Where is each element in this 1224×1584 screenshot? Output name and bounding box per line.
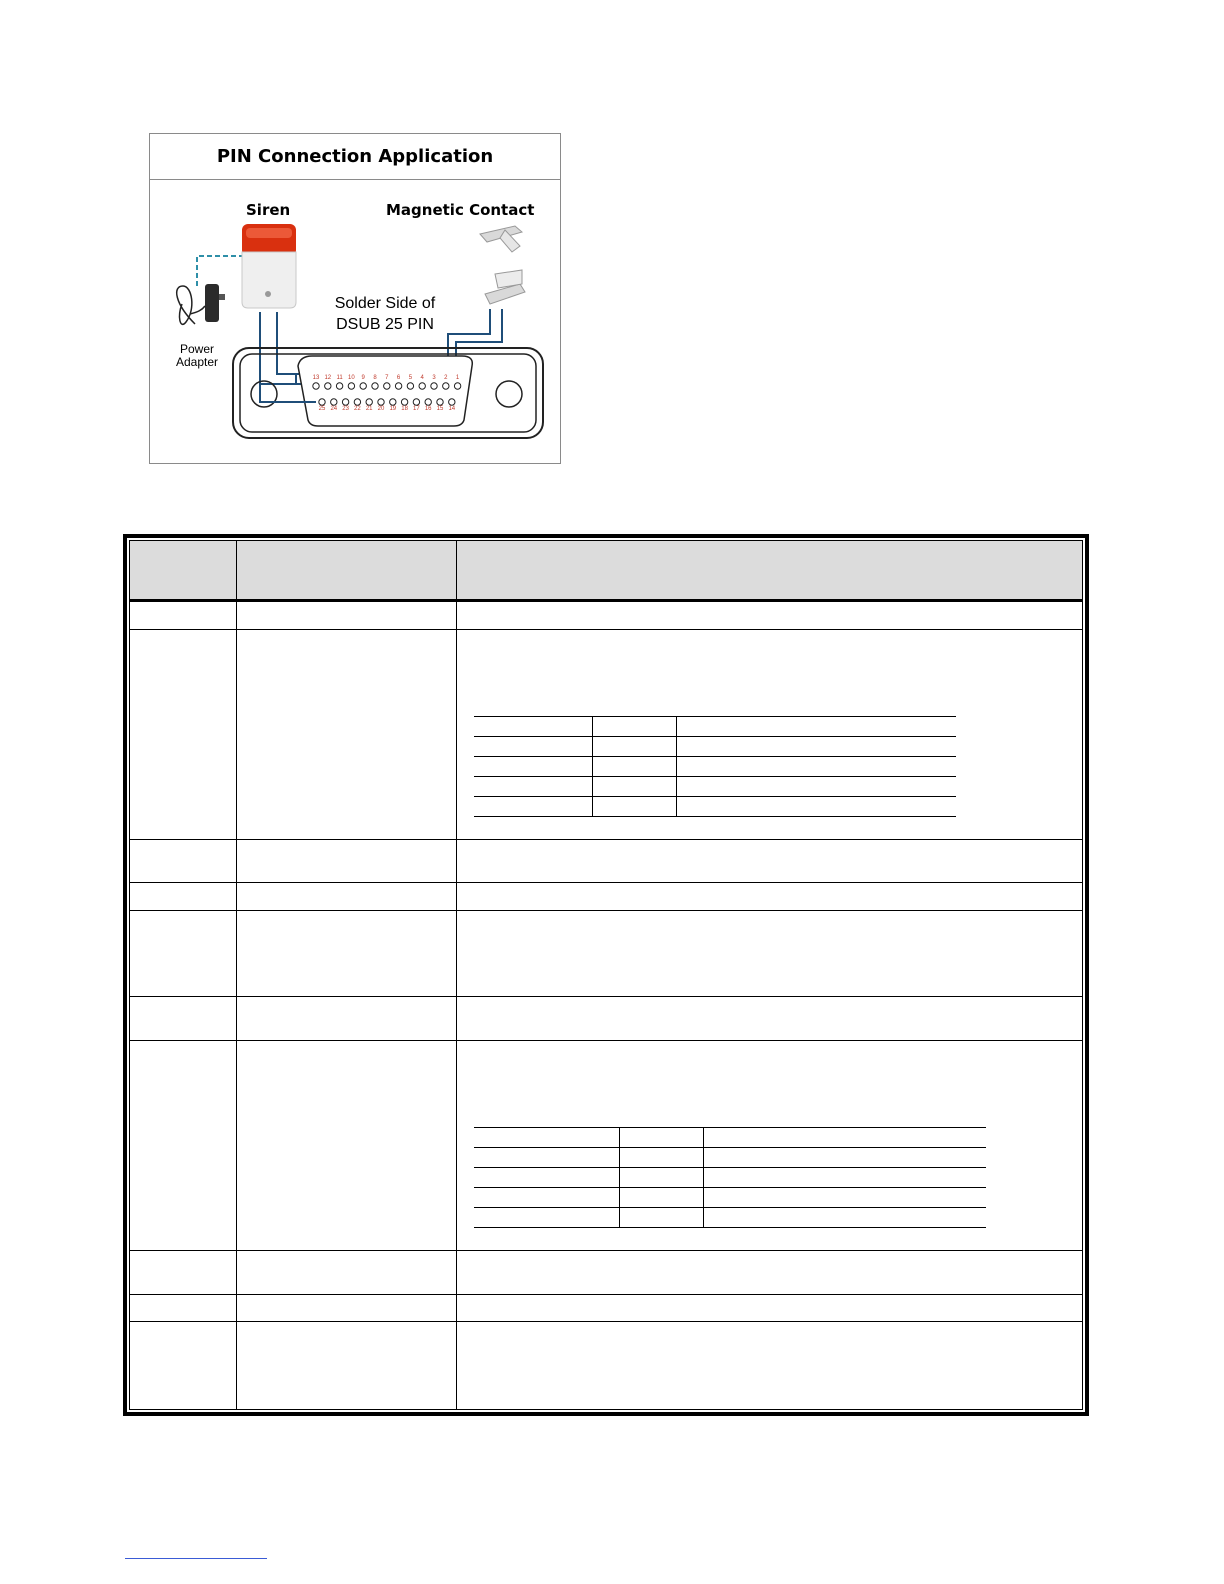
pin-connection-figure (149, 133, 561, 464)
solder-side-line1: Solder Side of (334, 295, 436, 312)
pin-top-number: 1 (455, 375, 460, 381)
pin-bottom-circle (331, 399, 337, 405)
pin-bottom-circle (378, 399, 384, 405)
pin-top-circle (348, 383, 354, 389)
pin-bottom-number: 24 (330, 406, 338, 412)
pin-bottom-number: 18 (401, 406, 408, 412)
row-divider (130, 1294, 1082, 1295)
pin-top-number: 7 (385, 375, 389, 381)
pin-top-circle (395, 383, 401, 389)
pin-top-circle (407, 383, 413, 389)
figure-title: PIN Connection Application (150, 134, 560, 180)
pin-bottom-circle (366, 399, 372, 405)
row-divider (130, 996, 1082, 997)
pin-bottom-number: 14 (448, 406, 456, 412)
pin-bottom-circle (319, 399, 325, 405)
pin-bottom-circle (413, 399, 419, 405)
pin-bottom-circle (437, 399, 443, 405)
power-adapter-icon (177, 284, 225, 324)
pin-top-number: 4 (420, 375, 424, 381)
pin-bottom-circle (449, 399, 455, 405)
row-divider (130, 1040, 1082, 1041)
pin-top-number: 3 (432, 375, 436, 381)
solder-side-label (310, 293, 460, 335)
pin-top-number: 13 (312, 375, 320, 381)
pin-bottom-number: 25 (318, 406, 326, 412)
pin-bottom-number: 16 (424, 406, 432, 412)
pin-top-number: 10 (348, 375, 355, 381)
pin-bottom-number: 21 (365, 406, 373, 412)
pin-bottom-circle (425, 399, 431, 405)
pin-bottom-number: 19 (389, 406, 397, 412)
pin-bottom-number: 17 (413, 406, 420, 412)
siren-label: Siren (246, 201, 291, 219)
pin-top-number: 11 (336, 375, 343, 381)
pin-bottom-circle (342, 399, 348, 405)
power-adapter-label (164, 343, 230, 369)
pin-top-circle (325, 383, 331, 389)
pin-top-circle (443, 383, 449, 389)
magnetic-contact-label: Magnetic Contact (386, 201, 535, 219)
table-header (130, 541, 1082, 600)
table-inner-border (129, 540, 1083, 1410)
pin-top-circle (336, 383, 342, 389)
pin-bottom-circle (390, 399, 396, 405)
pin-top-number: 9 (361, 375, 365, 381)
magnetic-contact-icon (480, 226, 525, 304)
table-header-rule (130, 599, 1082, 602)
pin-bottom-number: 22 (354, 406, 361, 412)
solder-side-line2: DSUB 25 PIN (336, 316, 434, 333)
power-adapter-line2: Adapter (175, 355, 219, 369)
row-divider (130, 1250, 1082, 1251)
pin-bottom-number: 23 (342, 406, 349, 412)
pin-top-circle (419, 383, 425, 389)
pin-top-number: 8 (373, 375, 377, 381)
footer-link-underline[interactable] (125, 1558, 267, 1559)
pin-top-circle (372, 383, 378, 389)
pin-bottom-number: 15 (436, 406, 444, 412)
row-divider (130, 910, 1082, 911)
pin-bottom-number: 20 (377, 406, 385, 412)
row-divider (130, 629, 1082, 630)
column-divider (236, 541, 237, 1409)
row-divider (130, 1321, 1082, 1322)
power-adapter-line1: Power (179, 342, 214, 356)
pin-top-circle (313, 383, 319, 389)
row-divider (130, 839, 1082, 840)
row-divider (130, 882, 1082, 883)
pin-top-circle (431, 383, 437, 389)
pin-bottom-circle (401, 399, 407, 405)
pin-top-number: 6 (396, 375, 401, 381)
pin-top-circle (454, 383, 460, 389)
pin-top-number: 5 (408, 375, 413, 381)
column-divider (456, 541, 457, 1409)
pin-top-number: 12 (324, 375, 332, 381)
pin-bottom-circle (354, 399, 360, 405)
pin-top-circle (384, 383, 390, 389)
pin-top-number: 2 (444, 375, 448, 381)
siren-icon (242, 224, 296, 308)
pin-top-circle (360, 383, 366, 389)
